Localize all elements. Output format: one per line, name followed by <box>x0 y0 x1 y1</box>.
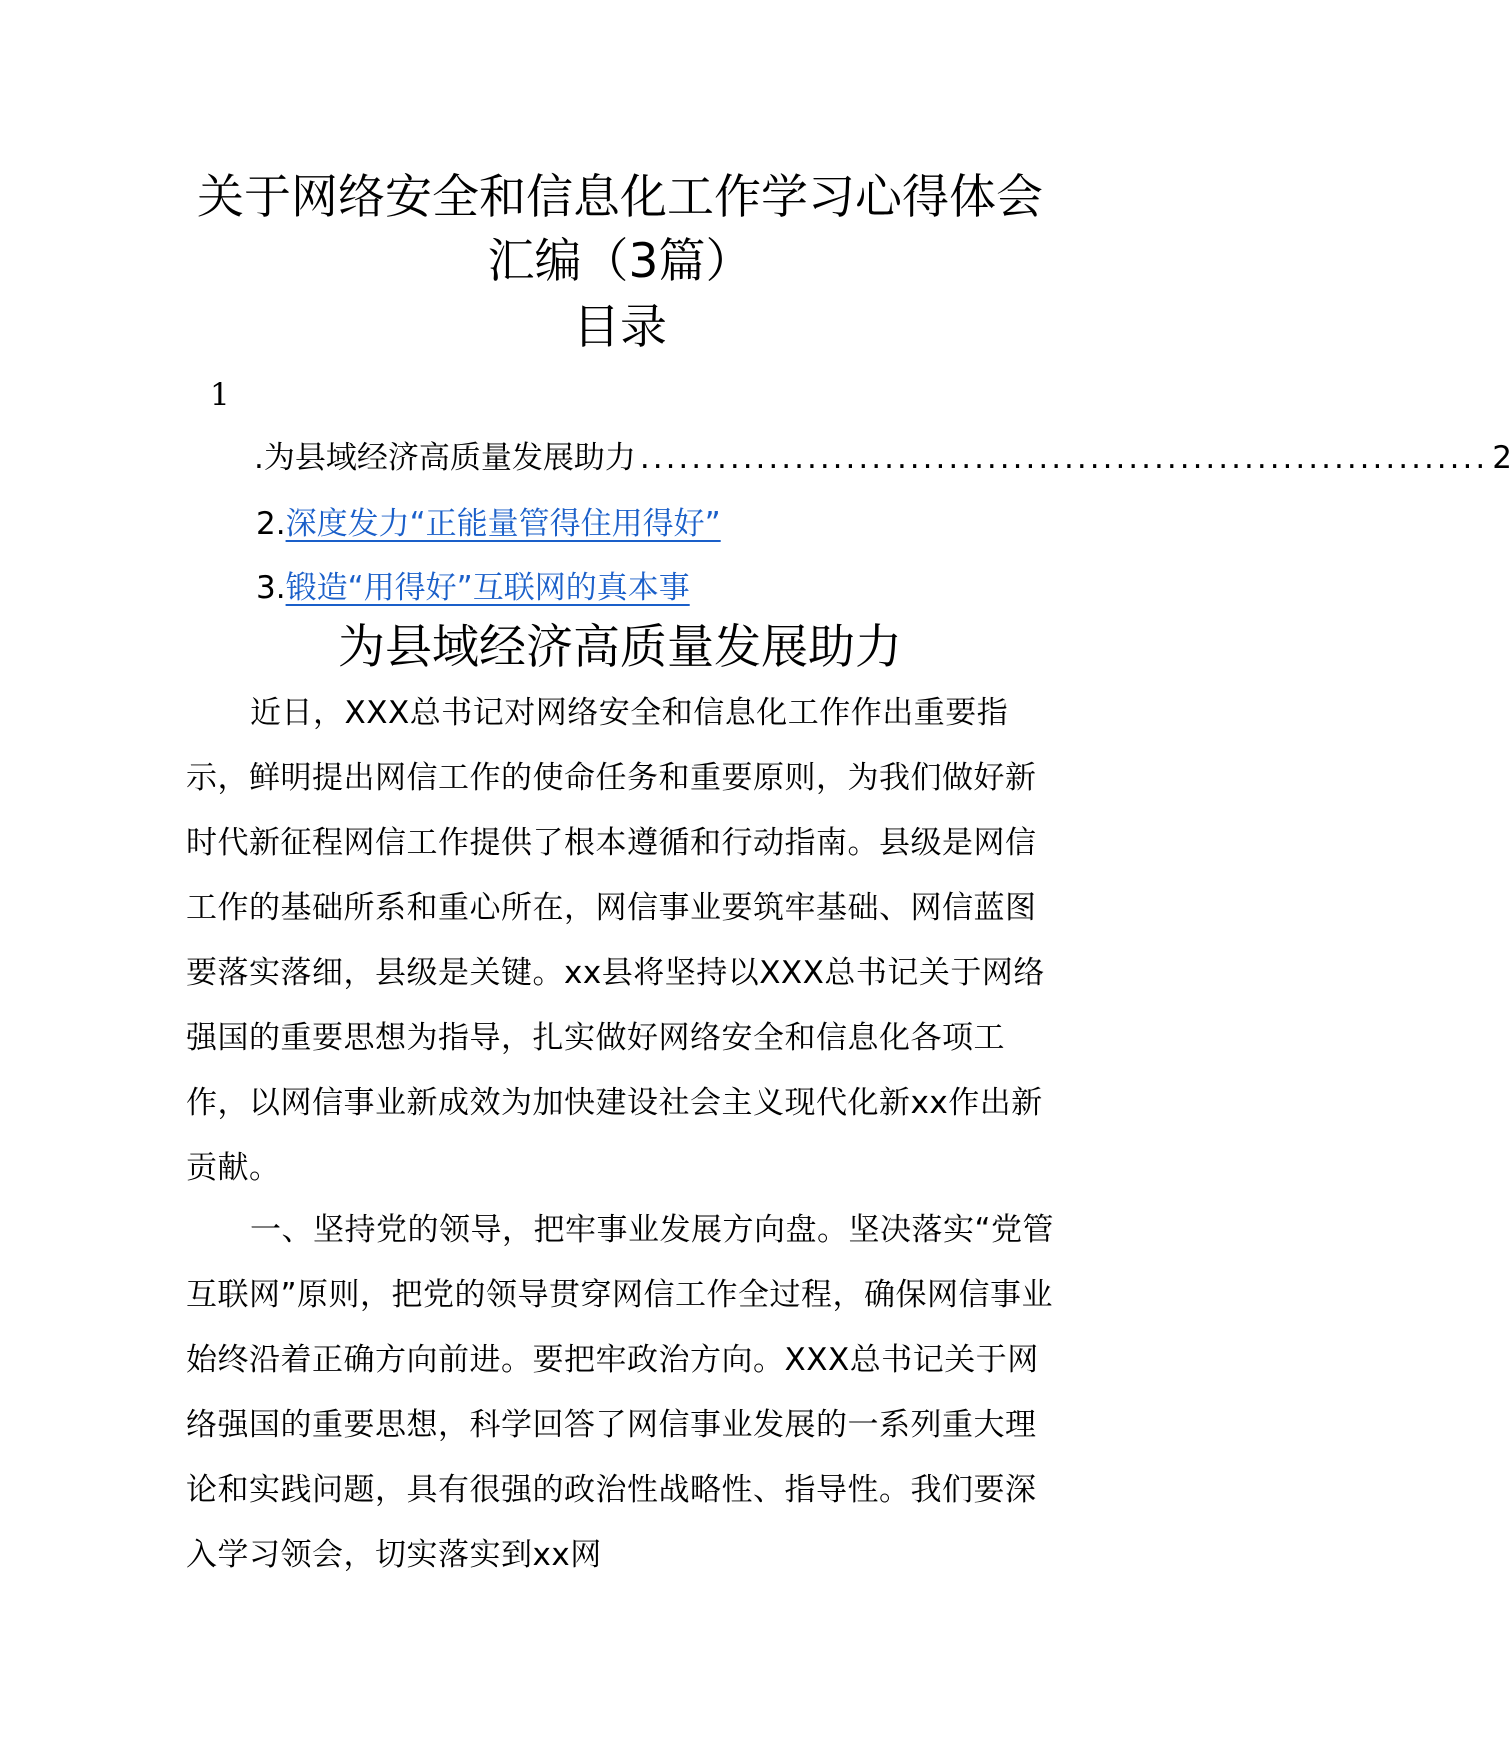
paragraph: 近日，XXX总书记对网络安全和信息化工作作出重要指示，鲜明提出网信工作的使命任务和重要原则，为我们做好新时代新征程网信工作提供了根本遵循和行动指南。县级是网信工作的基础所系和重心所在，网信事业要筑牢基础、网信蓝图要落实落细，县级是关键。xx县将坚持以XXX总书记关于网络强国的重要思想为指导，扎实做好网络安全和信息化各项工作，以网信事业新成效为加快建设社会主义现代化新xx作出新贡献。 <box>186 695 1045 1186</box>
toc-leader-dots: .................................................................. <box>639 440 1489 476</box>
toc-entry-1-page: 2 <box>1492 440 1512 476</box>
toc-heading: 目录 <box>573 300 667 355</box>
article-body-section-2 <box>186 1198 1066 1588</box>
toc-number: 1 <box>210 377 230 413</box>
document-title-line-2: 汇编（3篇） <box>487 234 753 289</box>
toc-entry-1-label[interactable]: .为县域经济高质量发展助力 <box>254 440 636 476</box>
document-title-line-1: 关于网络安全和信息化工作学习心得体会 <box>197 170 1043 225</box>
article-title: 为县域经济高质量发展助力 <box>338 620 902 675</box>
toc-entry-3-link[interactable]: 锻造“用得好”互联网的真本事 <box>285 570 690 606</box>
toc-entry-1[interactable] <box>254 436 1512 480</box>
article-body-section-1 <box>186 681 1066 1201</box>
toc-entry-3[interactable] <box>256 566 1056 610</box>
toc-entry-2-number: 2. <box>256 506 286 542</box>
paragraph: 一、坚持党的领导，把牢事业发展方向盘。坚决落实“党管互联网”原则，把党的领导贯穿网信工作全过程，确保网信事业始终沿着正确方向前进。要把牢政治方向。XXX总书记关于网络强国的重要思想，科学回答了网信事业发展的一系列重大理论和实践问题，具有很强的政治性战略性、指导性。我们要深入学习领会，切实落实到xx网 <box>186 1212 1055 1573</box>
toc-entry-2[interactable] <box>256 502 1056 546</box>
toc-entry-3-number: 3. <box>256 570 286 606</box>
toc-entry-2-link[interactable]: 深度发力“正能量管得住用得好” <box>285 506 721 542</box>
